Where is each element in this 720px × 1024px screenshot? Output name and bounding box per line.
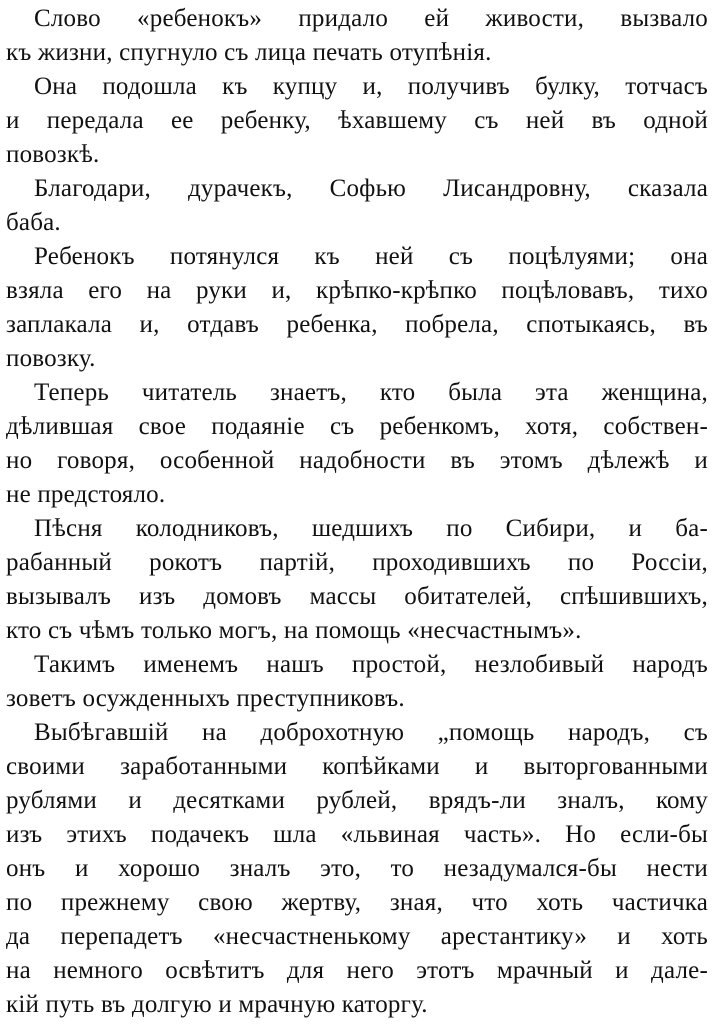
text-line: но говоря, особенной надобности въ этомъ дѣлежѣ и xyxy=(6,447,708,474)
text-line: рабанный рокотъ партій, проходившихъ по Россіи, xyxy=(6,549,708,576)
text-line: къ жизни, спугнуло съ лица печать отупѣнія. xyxy=(6,39,492,66)
text-line: своими заработанными копѣйками и выторгованными xyxy=(6,753,708,780)
text-line: Ребенокъ потянулся къ ней съ поцѣлуями; она xyxy=(34,243,708,270)
text-line: Пѣсня колодниковъ, шедшихъ по Сибири, и ба- xyxy=(34,515,708,542)
text-line: заплакала и, отдавъ ребенка, побрела, спотыкаясь, въ xyxy=(6,311,708,338)
text-line: Такимъ именемъ нашъ простой, незлобивый народъ xyxy=(34,651,708,678)
text-line: рублями и десятками рублей, врядъ-ли зналъ, кому xyxy=(6,787,708,814)
text-line: онъ и хорошо зналъ это, то незадумался-бы нести xyxy=(6,855,708,882)
text-line: Теперь читатель знаетъ, кто была эта женщина, xyxy=(34,379,708,406)
text-line: не предстояло. xyxy=(6,481,166,508)
text-line: Слово «ребенокъ» придало ей живости, вызвало xyxy=(34,5,708,32)
text-line: дѣлившая свое подаяніе съ ребенкомъ, хотя, собствен- xyxy=(6,413,708,440)
text-line: Выбѣгавшій на доброхотную „помощь народъ, съ xyxy=(34,719,708,746)
text-line: Она подошла къ купцу и, получивъ булку, тотчасъ xyxy=(34,73,708,100)
text-line: баба. xyxy=(6,209,61,236)
text-line: да перепадетъ «несчастненькому арестантику» и хоть xyxy=(6,923,708,950)
text-line: изъ этихъ подачекъ шла «львиная часть». Но если-бы xyxy=(6,821,708,848)
text-line: и передала ее ребенку, ѣхавшему съ ней въ одной xyxy=(6,107,708,134)
text-line: на немного освѣтитъ для него этотъ мрачный и дале- xyxy=(6,957,708,984)
text-line: повозкѣ. xyxy=(6,141,100,168)
text-line: повозку. xyxy=(6,345,96,372)
text-line: вызывалъ изъ домовъ массы обитателей, спѣшившихъ, xyxy=(6,583,708,610)
text-line: по прежнему свою жертву, зная, что хоть частичка xyxy=(6,889,708,916)
text-line: зоветъ осужденныхъ преступниковъ. xyxy=(6,685,405,712)
text-line: взяла его на руки и, крѣпко-крѣпко поцѣловавъ, тихо xyxy=(6,277,708,304)
text-line: Благодари, дурачекъ, Софью Лисандровну, сказала xyxy=(34,175,708,202)
text-line: кій путь въ долгую и мрачную каторгу. xyxy=(6,991,428,1018)
text-line: кто съ чѣмъ только могъ, на помощь «несчастнымъ». xyxy=(6,617,582,644)
